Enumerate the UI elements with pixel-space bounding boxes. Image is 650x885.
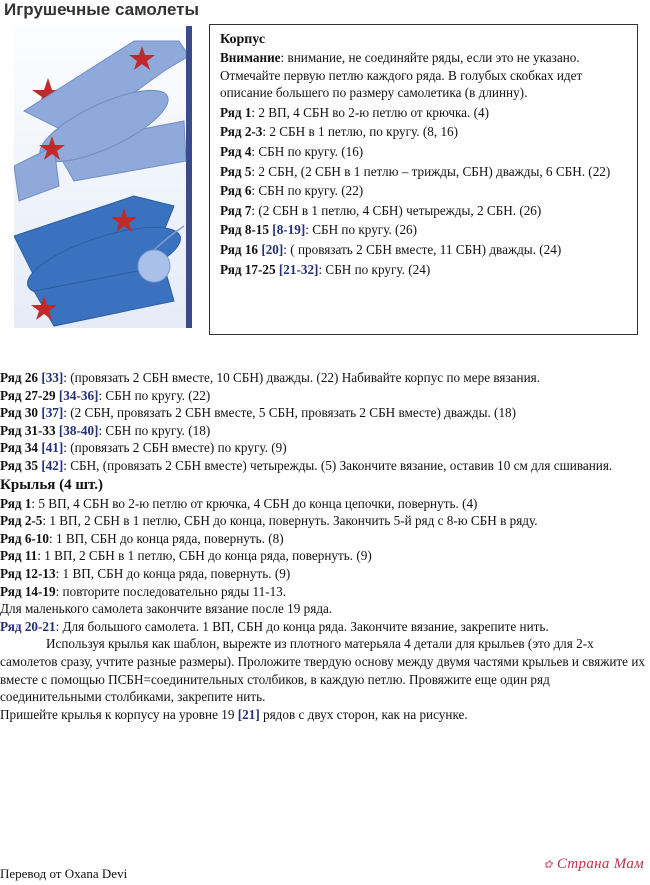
row-label: Ряд 2-3: [220, 124, 263, 140]
translation-credit: Перевод от Oxana Devi: [0, 866, 128, 881]
instruction-row: [220, 202, 629, 220]
instruction-row: [220, 221, 629, 239]
instruction-row: [0, 530, 646, 548]
row-label: Ряд 7: [220, 202, 252, 218]
row-large-size: [34-36]: [58, 387, 99, 403]
instruction-row: [0, 404, 646, 422]
small-plane-note: Для маленького самолета закончите вязание после 19 ряда.: [0, 601, 333, 617]
attach-extra: [21]: [237, 706, 260, 722]
row-label: Ряд 17-25: [220, 261, 276, 277]
row-label: Ряд 1: [220, 104, 252, 120]
note-text: : внимание, не соединяйте ряды, если это не указано. Отмечайте первую петлю каждого ряда. В голубых скобках идет описание большего по размеру самолетика (в длинну).: [220, 50, 583, 101]
row-text: : 2 ВП, 4 СБН во 2-ю петлю от крючка. (4): [251, 104, 489, 120]
row-label: Ряд 11: [0, 548, 38, 564]
row-text: : 5 ВП, 4 СБН во 2-ю петлю от крючка, 4 СБН до конца цепочки, повернуть. (4): [31, 495, 478, 511]
attach-text-a: Пришейте крылья к корпусу на уровне 19: [0, 706, 235, 722]
row-large-size: [42]: [41, 457, 64, 473]
attach-text-b: рядов с двух сторон, как на рисунке.: [263, 706, 468, 722]
row-text: : СБН по кругу. (22): [251, 183, 364, 199]
instruction-row: [0, 565, 646, 583]
row-label: Ряд 6: [220, 183, 252, 199]
row-large-size: [20]: [261, 241, 284, 257]
instruction-row: [0, 439, 646, 457]
row-text: : СБН по кругу. (22): [98, 387, 211, 403]
wings-heading: Крылья (4 шт.): [0, 476, 104, 493]
row-label: Ряд 26: [0, 370, 39, 385]
yarn-ball: [138, 250, 170, 282]
row-text: : (провязать 2 СБН вместе) по кругу. (9): [63, 440, 287, 456]
airplanes-illustration: [14, 26, 186, 328]
page-title: Игрушечные самолеты: [4, 0, 200, 19]
row-label: Ряд 1: [0, 495, 32, 511]
row-text: : 1 ВП, СБН до конца ряда, повернуть. (9): [55, 565, 291, 581]
row-large-size: [41]: [41, 440, 64, 456]
instruction-row: [0, 547, 646, 565]
instruction-row: [220, 182, 629, 200]
row-text: : (2 СБН, провязать 2 СБН вместе, 5 СБН, провязать 2 СБН вместе) дважды. (18): [63, 405, 517, 421]
body-section-box: [209, 24, 638, 335]
row-label: Ряд 31-33: [0, 422, 56, 438]
body-heading: Корпус: [220, 32, 266, 47]
row-text: : СБН по кругу. (16): [251, 143, 364, 159]
watermark-dots: ✿: [543, 859, 553, 871]
row-label: Ряд 35: [0, 457, 39, 473]
toy-airplanes-photo: [14, 26, 192, 328]
row-text: : СБН, (провязать 2 СБН вместе) четырежды. (5) Закончите вязание, оставив 10 см для сшивания.: [63, 457, 613, 473]
big-plane-row-text: : Для большого самолета. 1 ВП, СБН до конца ряда. Закончите вязание, закрепите нить.: [55, 618, 549, 634]
row-text: : 2 СБН в 1 петлю, по кругу. (8, 16): [262, 124, 459, 140]
row-label: Ряд 12-13: [0, 565, 56, 581]
row-text: : ( провязать 2 СБН вместе, 11 СБН) дважды. (24): [283, 241, 562, 257]
row-label: Ряд 30: [0, 405, 39, 421]
attach-paragraph: [0, 706, 646, 724]
instruction-row: [0, 583, 646, 601]
instruction-row: [0, 457, 646, 475]
row-text: : 2 СБН, (2 СБН в 1 петлю – трижды, СБН) дважды, 6 СБН. (22): [251, 163, 611, 179]
instruction-row: [220, 241, 629, 259]
top-airplane: [14, 41, 186, 201]
big-plane-row: [0, 618, 646, 636]
note-label: Внимание: [220, 50, 281, 65]
row-text: : повторите последовательно ряды 11-13.: [55, 583, 287, 599]
big-plane-row-label: Ряд 20-21: [0, 618, 56, 634]
row-label: Ряд 5: [220, 163, 252, 179]
row-text: : СБН по кругу. (26): [305, 222, 418, 238]
instruction-row: [0, 422, 646, 440]
instruction-row: [0, 512, 646, 530]
site-watermark: [543, 856, 644, 873]
row-text: : 1 ВП, 2 СБН в 1 петлю, СБН до конца, повернуть. Закончить 5-й ряд с 8-ю СБН в ряду.: [42, 513, 538, 529]
row-text: : 1 ВП, 2 СБН в 1 петлю, СБН до конца ряда, повернуть. (9): [37, 548, 372, 564]
row-label: Ряд 16: [220, 241, 259, 257]
row-large-size: [21-32]: [278, 261, 319, 277]
wing-row-list: [0, 495, 646, 601]
row-label: Ряд 27-29: [0, 387, 56, 403]
row-label: Ряд 6-10: [0, 530, 49, 546]
watermark-text: Страна Мам: [556, 856, 644, 872]
row-label: Ряд 14-19: [0, 583, 56, 599]
note-paragraph: [220, 49, 629, 102]
instruction-row: [0, 495, 646, 513]
row-text: : 1 ВП, СБН до конца ряда, повернуть. (8): [49, 530, 284, 546]
instruction-row: [220, 261, 629, 279]
row-text: : (провязать 2 СБН вместе, 10 СБН) дважды. (22) Набивайте корпус по мере вязания.: [63, 370, 540, 385]
row-text: : (2 СБН в 1 петлю, 4 СБН) четырежды, 2 СБН. (26): [251, 202, 542, 218]
row-label: Ряд 4: [220, 143, 252, 159]
row-text: : СБН по кругу. (24): [318, 261, 431, 277]
assembly-paragraph: Используя крылья как шаблон, вырежте из плотного матерьяла 4 детали для крыльев (это для 2-х самолетов сразу, учтите разные размеры). Проложите твердую основу между двумя частями крыльев и свяжите их вместе с помощью ПСБН=соединительных столбиков, в каждую петлю. Провяжите еще один ряд соединительными столбиками, закрепите нить.: [0, 636, 645, 705]
instruction-row: [220, 104, 629, 122]
body-row-list: [0, 369, 646, 475]
row-large-size: [38-40]: [58, 422, 99, 438]
row-large-size: [33]: [41, 370, 64, 385]
row-label: Ряд 8-15: [220, 222, 269, 238]
instructions: [0, 369, 646, 723]
row-large-size: [37]: [41, 405, 64, 421]
instruction-row: [0, 369, 646, 387]
row-label: Ряд 2-5: [0, 513, 43, 529]
instruction-row: [0, 387, 646, 405]
row-label: Ряд 34: [0, 440, 39, 456]
instruction-row: [220, 123, 629, 141]
row-text: : СБН по кругу. (18): [98, 422, 211, 438]
box-row-list: [220, 104, 629, 278]
instruction-row: [220, 163, 629, 181]
row-large-size: [8-19]: [272, 222, 306, 238]
instruction-row: [220, 143, 629, 161]
